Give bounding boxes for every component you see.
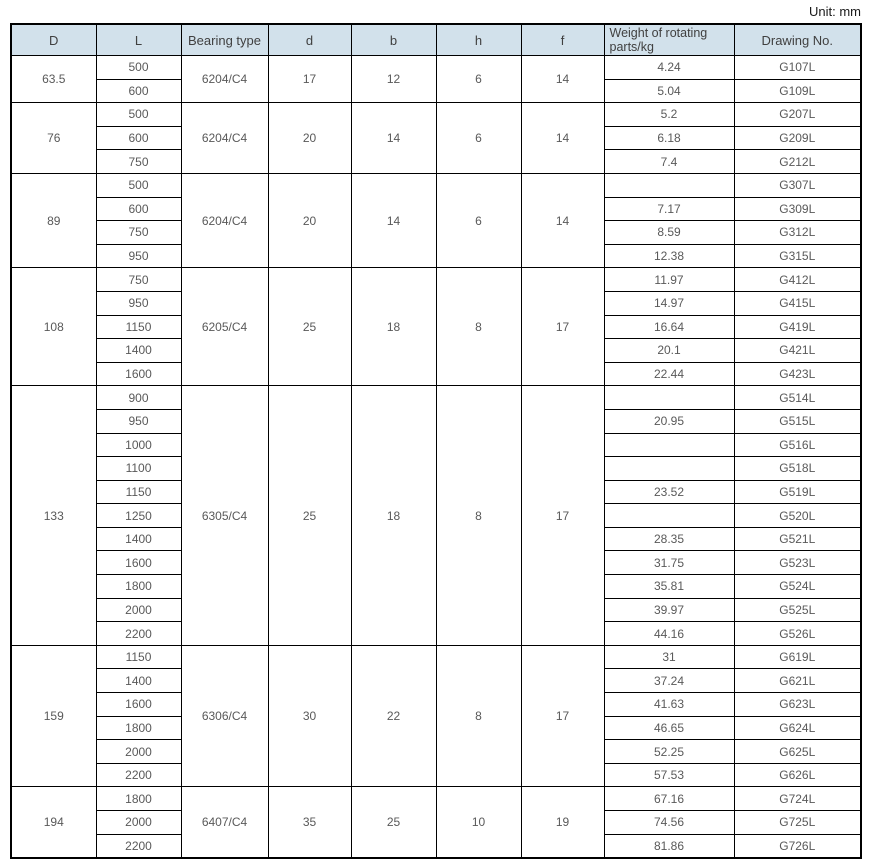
cell-weight: [604, 504, 734, 528]
cell-L: 1000: [96, 433, 181, 457]
cell-L: 2000: [96, 811, 181, 835]
cell-L: 950: [96, 291, 181, 315]
cell-drawing-no: G625L: [734, 740, 861, 764]
cell-L: 1600: [96, 551, 181, 575]
cell-drawing-no: G109L: [734, 79, 861, 103]
cell-d: 20: [268, 173, 351, 267]
cell-drawing-no: G623L: [734, 693, 861, 717]
cell-weight: 16.64: [604, 315, 734, 339]
cell-drawing-no: G107L: [734, 56, 861, 80]
cell-weight: 20.95: [604, 409, 734, 433]
cell-D: 108: [11, 268, 96, 386]
cell-weight: 37.24: [604, 669, 734, 693]
cell-weight: 7.4: [604, 150, 734, 174]
cell-b: 14: [351, 173, 436, 267]
table-body: [11, 56, 861, 858]
cell-drawing-no: G726L: [734, 834, 861, 858]
cell-drawing-no: G412L: [734, 268, 861, 292]
cell-weight: [604, 433, 734, 457]
cell-drawing-no: G525L: [734, 598, 861, 622]
cell-drawing-no: G619L: [734, 645, 861, 669]
cell-drawing-no: G212L: [734, 150, 861, 174]
table-row: [11, 103, 861, 127]
cell-L: 500: [96, 56, 181, 80]
cell-d: 30: [268, 645, 351, 787]
unit-label: Unit: mm: [809, 4, 861, 19]
cell-L: 1600: [96, 693, 181, 717]
cell-weight: 74.56: [604, 811, 734, 835]
cell-drawing-no: G624L: [734, 716, 861, 740]
cell-drawing-no: G521L: [734, 527, 861, 551]
cell-weight: 81.86: [604, 834, 734, 858]
cell-D: 133: [11, 386, 96, 646]
cell-L: 2000: [96, 740, 181, 764]
cell-b: 12: [351, 56, 436, 103]
cell-f: 17: [521, 645, 604, 787]
table-row: [11, 645, 861, 669]
cell-f: 14: [521, 173, 604, 267]
cell-L: 950: [96, 244, 181, 268]
cell-L: 1600: [96, 362, 181, 386]
cell-L: 900: [96, 386, 181, 410]
cell-L: 1250: [96, 504, 181, 528]
column-header-h: h: [436, 24, 521, 56]
cell-drawing-no: G421L: [734, 339, 861, 363]
cell-D: 76: [11, 103, 96, 174]
cell-drawing-no: G209L: [734, 126, 861, 150]
cell-L: 1100: [96, 457, 181, 481]
cell-L: 1150: [96, 480, 181, 504]
cell-bearing-type: 6204/C4: [181, 173, 268, 267]
cell-L: 600: [96, 126, 181, 150]
cell-weight: 12.38: [604, 244, 734, 268]
cell-L: 2200: [96, 622, 181, 646]
cell-weight: 28.35: [604, 527, 734, 551]
table-row: [11, 56, 861, 80]
cell-L: 1800: [96, 716, 181, 740]
cell-weight: 23.52: [604, 480, 734, 504]
cell-drawing-no: G621L: [734, 669, 861, 693]
cell-L: 1400: [96, 669, 181, 693]
cell-L: 1150: [96, 645, 181, 669]
table-header-row: [11, 24, 861, 56]
cell-L: 1800: [96, 787, 181, 811]
cell-L: 600: [96, 79, 181, 103]
cell-weight: 20.1: [604, 339, 734, 363]
cell-weight: 35.81: [604, 575, 734, 599]
cell-drawing-no: G515L: [734, 409, 861, 433]
cell-bearing-type: 6205/C4: [181, 268, 268, 386]
cell-drawing-no: G419L: [734, 315, 861, 339]
cell-L: 1800: [96, 575, 181, 599]
cell-weight: 41.63: [604, 693, 734, 717]
table-row: [11, 268, 861, 292]
cell-weight: 4.24: [604, 56, 734, 80]
cell-L: 600: [96, 197, 181, 221]
cell-weight: [604, 173, 734, 197]
cell-weight: 57.53: [604, 763, 734, 787]
cell-d: 25: [268, 268, 351, 386]
cell-L: 950: [96, 409, 181, 433]
table-row: [11, 386, 861, 410]
cell-L: 750: [96, 150, 181, 174]
cell-drawing-no: G207L: [734, 103, 861, 127]
column-header-d: d: [268, 24, 351, 56]
column-header-bearing-type: Bearing type: [181, 24, 268, 56]
cell-drawing-no: G309L: [734, 197, 861, 221]
cell-drawing-no: G312L: [734, 221, 861, 245]
column-header-drawing-no: Drawing No.: [734, 24, 861, 56]
cell-b: 25: [351, 787, 436, 858]
cell-weight: 5.2: [604, 103, 734, 127]
cell-f: 14: [521, 56, 604, 103]
column-header-weight-of-rotating-parts-kg: Weight of rotating parts/kg: [604, 24, 734, 56]
cell-drawing-no: G724L: [734, 787, 861, 811]
cell-h: 6: [436, 103, 521, 174]
cell-d: 35: [268, 787, 351, 858]
cell-weight: [604, 457, 734, 481]
cell-h: 8: [436, 268, 521, 386]
cell-bearing-type: 6204/C4: [181, 103, 268, 174]
cell-h: 8: [436, 386, 521, 646]
cell-b: 18: [351, 268, 436, 386]
cell-L: 2200: [96, 834, 181, 858]
cell-weight: 5.04: [604, 79, 734, 103]
cell-bearing-type: 6306/C4: [181, 645, 268, 787]
cell-D: 194: [11, 787, 96, 858]
cell-weight: 6.18: [604, 126, 734, 150]
cell-h: 6: [436, 56, 521, 103]
cell-L: 1400: [96, 339, 181, 363]
cell-f: 17: [521, 268, 604, 386]
cell-drawing-no: G523L: [734, 551, 861, 575]
cell-weight: [604, 386, 734, 410]
cell-weight: 7.17: [604, 197, 734, 221]
cell-drawing-no: G315L: [734, 244, 861, 268]
cell-b: 22: [351, 645, 436, 787]
cell-weight: 52.25: [604, 740, 734, 764]
table-row: [11, 787, 861, 811]
cell-weight: 46.65: [604, 716, 734, 740]
cell-drawing-no: G526L: [734, 622, 861, 646]
column-header-f: f: [521, 24, 604, 56]
cell-drawing-no: G519L: [734, 480, 861, 504]
cell-d: 25: [268, 386, 351, 646]
cell-L: 2200: [96, 763, 181, 787]
cell-weight: 11.97: [604, 268, 734, 292]
cell-bearing-type: 6407/C4: [181, 787, 268, 858]
cell-L: 2000: [96, 598, 181, 622]
cell-drawing-no: G626L: [734, 763, 861, 787]
cell-D: 159: [11, 645, 96, 787]
cell-drawing-no: G524L: [734, 575, 861, 599]
cell-weight: 39.97: [604, 598, 734, 622]
cell-drawing-no: G415L: [734, 291, 861, 315]
cell-bearing-type: 6305/C4: [181, 386, 268, 646]
cell-h: 6: [436, 173, 521, 267]
cell-weight: 31: [604, 645, 734, 669]
cell-bearing-type: 6204/C4: [181, 56, 268, 103]
table-header: [11, 24, 861, 56]
cell-drawing-no: G725L: [734, 811, 861, 835]
cell-drawing-no: G520L: [734, 504, 861, 528]
cell-L: 1150: [96, 315, 181, 339]
cell-drawing-no: G516L: [734, 433, 861, 457]
cell-drawing-no: G307L: [734, 173, 861, 197]
column-header-b: b: [351, 24, 436, 56]
cell-D: 63.5: [11, 56, 96, 103]
cell-drawing-no: G518L: [734, 457, 861, 481]
cell-b: 14: [351, 103, 436, 174]
cell-L: 500: [96, 103, 181, 127]
cell-L: 750: [96, 268, 181, 292]
cell-h: 8: [436, 645, 521, 787]
cell-drawing-no: G423L: [734, 362, 861, 386]
cell-weight: 8.59: [604, 221, 734, 245]
cell-f: 17: [521, 386, 604, 646]
cell-L: 500: [96, 173, 181, 197]
cell-weight: 44.16: [604, 622, 734, 646]
column-header-l: L: [96, 24, 181, 56]
cell-weight: 31.75: [604, 551, 734, 575]
bearing-spec-table: [10, 23, 862, 859]
cell-weight: 67.16: [604, 787, 734, 811]
cell-h: 10: [436, 787, 521, 858]
cell-d: 17: [268, 56, 351, 103]
column-header-d: D: [11, 24, 96, 56]
cell-L: 750: [96, 221, 181, 245]
cell-weight: 14.97: [604, 291, 734, 315]
cell-weight: 22.44: [604, 362, 734, 386]
cell-b: 18: [351, 386, 436, 646]
cell-drawing-no: G514L: [734, 386, 861, 410]
table-row: [11, 173, 861, 197]
cell-L: 1400: [96, 527, 181, 551]
cell-f: 19: [521, 787, 604, 858]
cell-f: 14: [521, 103, 604, 174]
cell-D: 89: [11, 173, 96, 267]
cell-d: 20: [268, 103, 351, 174]
